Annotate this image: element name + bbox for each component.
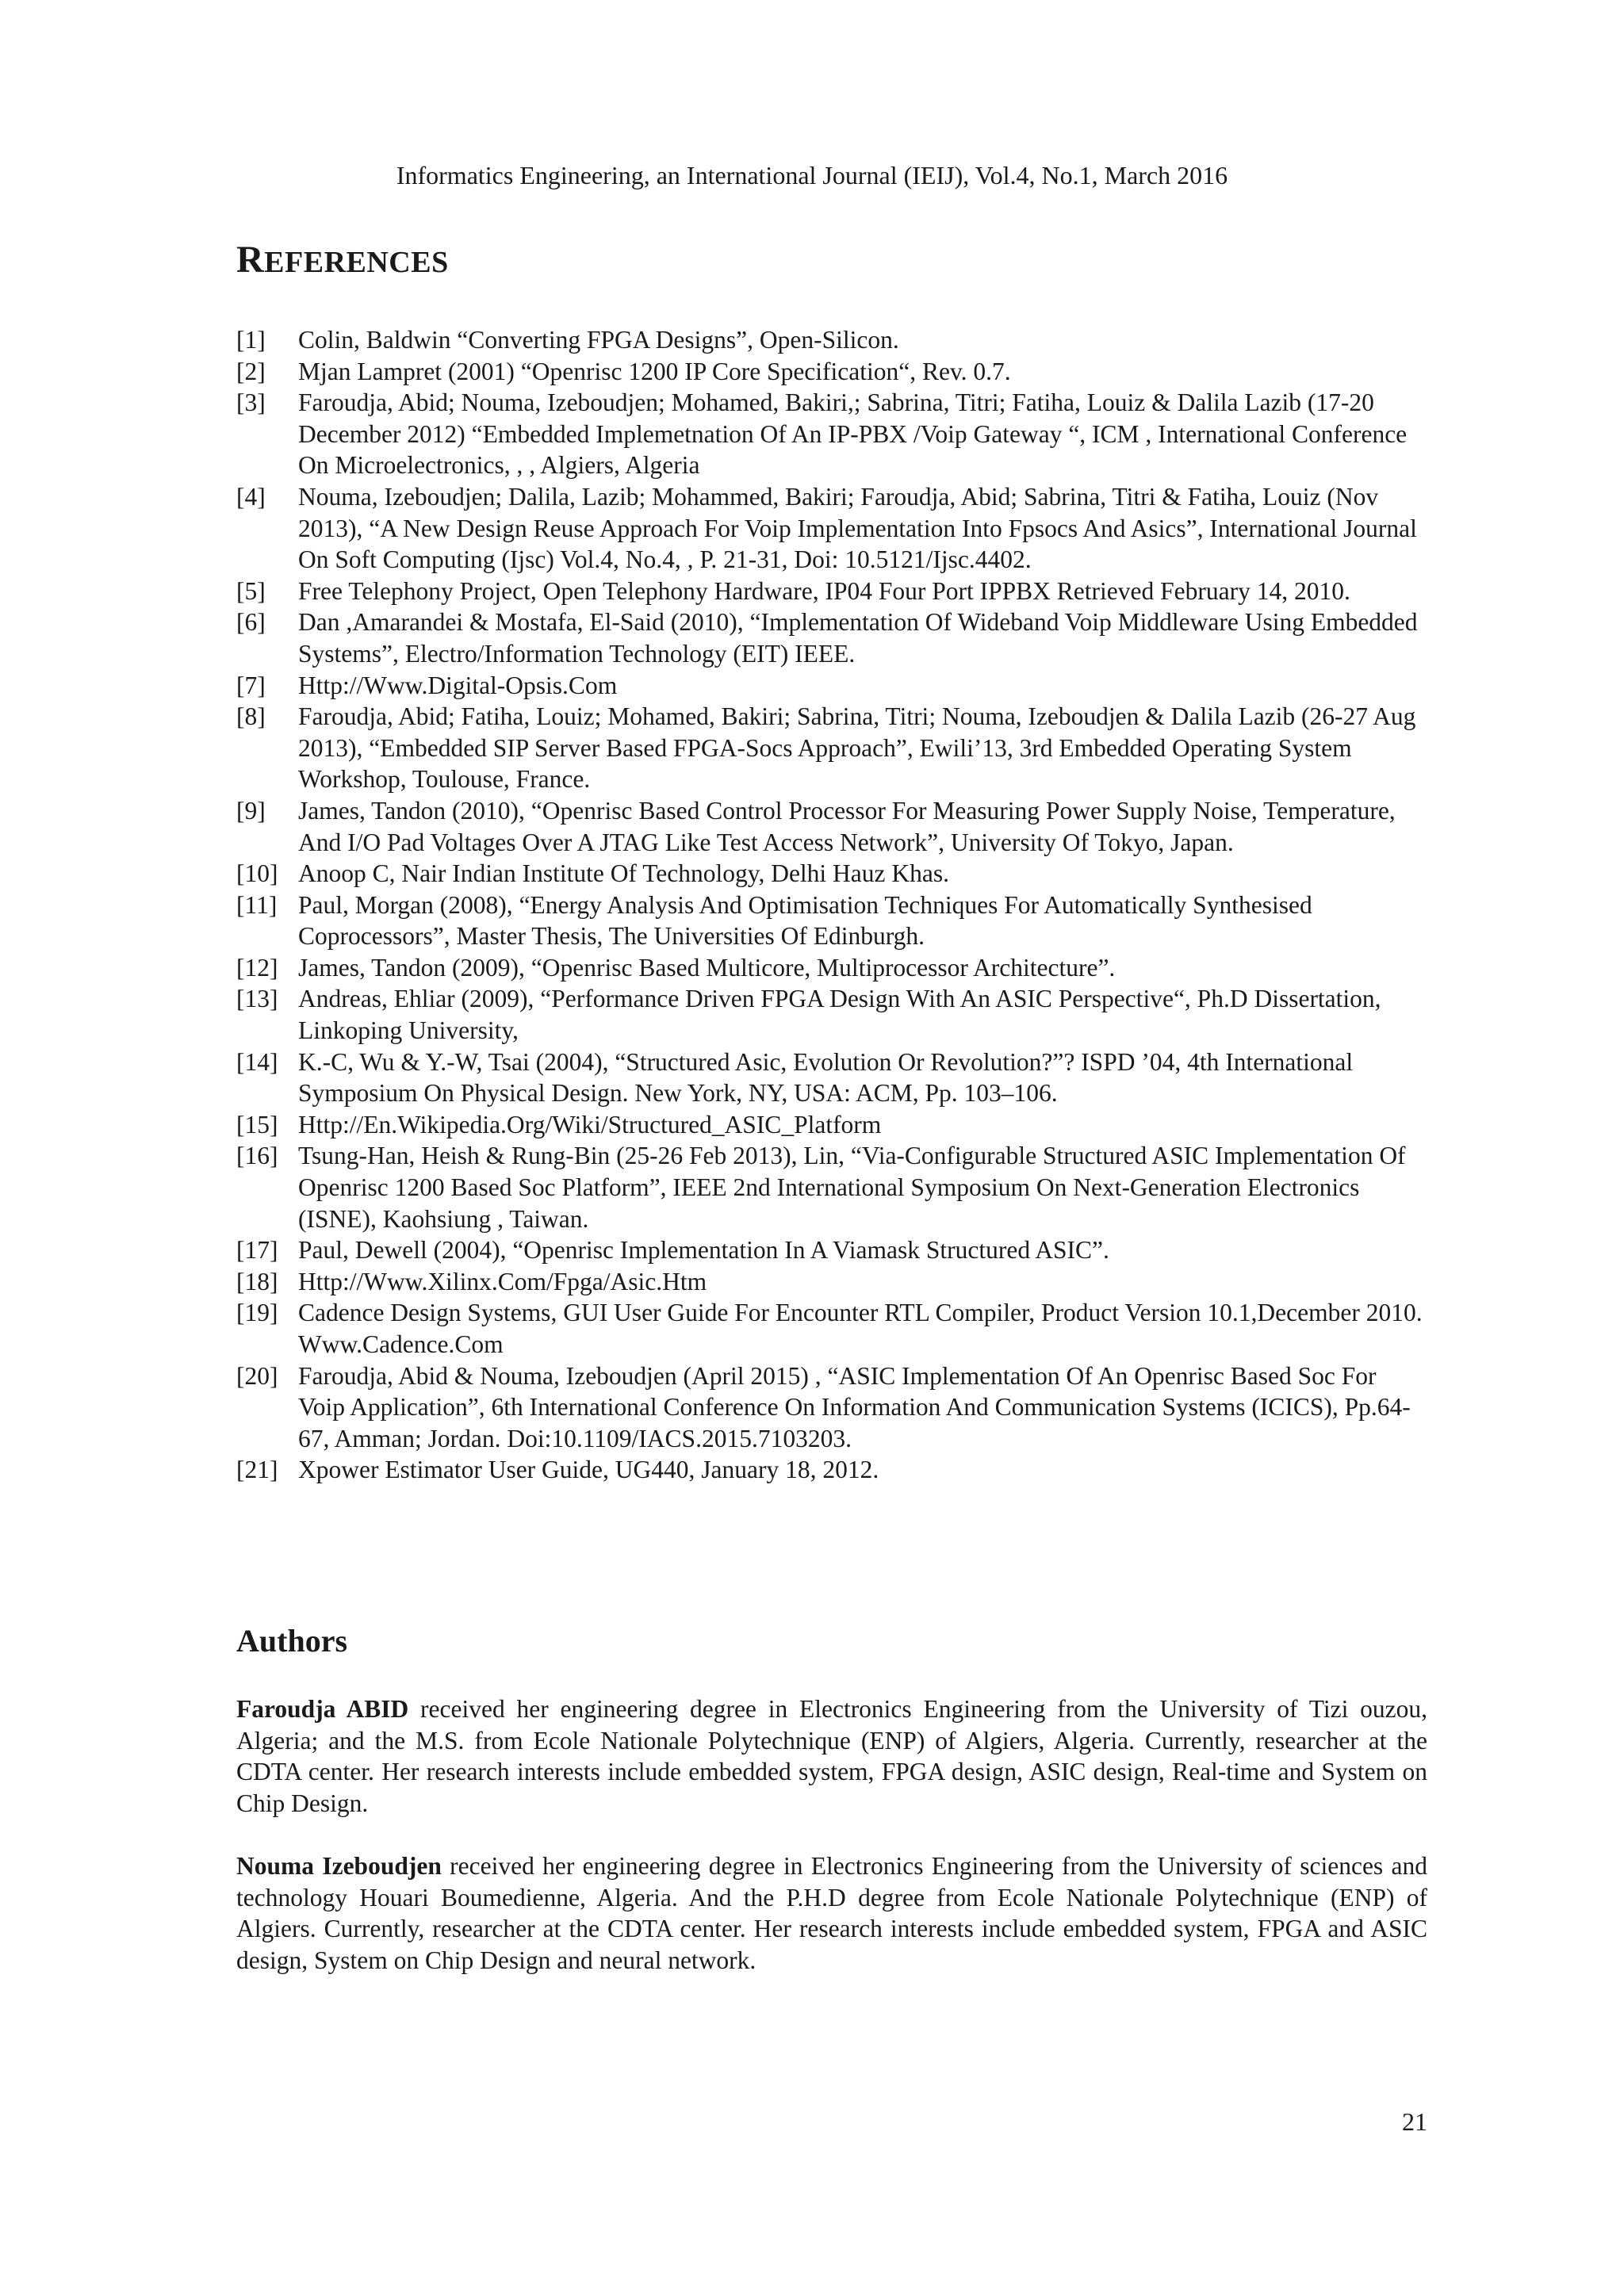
reference-text: Anoop C, Nair Indian Institute Of Technology, Delhi Hauz Khas. [298,859,949,888]
reference-text: Faroudja, Abid; Nouma, Izeboudjen; Mohamed, Bakiri,; Sabrina, Titri; Fatiha, Louiz & Dalila Lazib (17-20 December 2012) “Embedded Implemetnation Of An IP-PBX /Voip Gateway “, ICM , International Conference On Microelectronics, , , Algiers, Algeria [298,388,1408,480]
reference-text: Http://En.Wikipedia.Org/Wiki/Structured_ASIC_Platform [298,1110,882,1138]
reference-number: [15] [236,1110,278,1138]
reference-text: Tsung-Han, Heish & Rung-Bin (25-26 Feb 2013), Lin, “Via-Configurable Structured ASIC Implementation Of Openrisc 1200 Based Soc Platform”, IEEE 2nd International Symposium On Next-Generation Electronics (ISNE), Kaohsiung , Taiwan. [298,1142,1406,1233]
reference-item-9 [236,795,1427,858]
reference-item-7 [236,670,1427,702]
running-header: Informatics Engineering, an International Journal (IEIJ), Vol.4, No.1, March 2016 [396,161,1228,189]
reference-number: [9] [236,796,266,825]
author-name: Nouma Izeboudjen [236,1852,442,1880]
references-heading [236,238,449,285]
reference-text: Nouma, Izeboudjen; Dalila, Lazib; Mohammed, Bakiri; Faroudja, Abid; Sabrina, Titri & Fatiha, Louiz (Nov 2013), “A New Design Reuse Approach For Voip Implementation Into Fpsocs And Asics”, International Journal On Soft Computing (Ijsc) Vol.4, No.4, , P. 21-31, Doi: 10.5121/Ijsc.4402. [298,482,1417,574]
reference-item-18 [236,1266,1427,1298]
reference-text: K.-C, Wu & Y.-W, Tsai (2004), “Structured Asic, Evolution Or Revolution?”? ISPD ’04, 4th International Symposium On Physical Design. New York, NY, USA: ACM, Pp. 103–106. [298,1047,1354,1108]
reference-number: [11] [236,890,278,919]
reference-number: [20] [236,1361,278,1390]
reference-number: [4] [236,482,266,511]
reference-text: Faroudja, Abid & Nouma, Izeboudjen (April 2015) , “ASIC Implementation Of An Openrisc Based Soc For Voip Application”, 6th International Conference On Information And Communication Systems (ICICS), Pp.64-67, Amman; Jordan. Doi:10.1109/IACS.2015.7103203. [298,1361,1411,1452]
reference-text: Paul, Dewell (2004), “Openrisc Implementation In A Viamask Structured ASIC”. [298,1236,1109,1265]
reference-number: [21] [236,1456,278,1484]
reference-item-4 [236,481,1427,576]
reference-number: [3] [236,388,266,417]
reference-item-16 [236,1140,1427,1234]
reference-number: [10] [236,859,278,888]
reference-text: Http://Www.Xilinx.Com/Fpga/Asic.Htm [298,1267,707,1295]
reference-item-19 [236,1297,1427,1360]
author-bio-text: received her engineering degree in Electronics Engineering from the University of Tizi ouzou, Algeria; and the M.S. from Ecole Nationale Polytechnique (ENP) of Algiers, Algeria. Currently, researcher at the CDTA center. Her research interests include embedded system, FPGA design, ASIC design, Real-time and System on Chip Design. [236,1695,1427,1817]
reference-number: [2] [236,357,266,385]
reference-text: Free Telephony Project, Open Telephony Hardware, IP04 Four Port IPPBX Retrieved February 14, 2010. [298,576,1350,605]
reference-number: [12] [236,953,278,982]
reference-list [236,324,1427,1486]
authors-heading: Authors [236,1623,348,1659]
reference-text: Paul, Morgan (2008), “Energy Analysis And Optimisation Techniques For Automatically Synthesised Coprocessors”, Master Thesis, The Universities Of Edinburgh. [298,890,1312,951]
reference-item-15 [236,1109,1427,1141]
reference-text: Colin, Baldwin “Converting FPGA Designs”, Open-Silicon. [298,326,899,354]
author-bio-izeboudjen [236,1850,1427,1976]
reference-item-1 [236,324,1427,356]
reference-number: [7] [236,671,266,699]
reference-number: [19] [236,1299,278,1327]
page-number: 21 [1402,2107,1427,2136]
reference-item-10 [236,858,1427,890]
reference-item-12 [236,952,1427,984]
reference-item-3 [236,387,1427,481]
reference-number: [13] [236,985,278,1013]
reference-number: [17] [236,1236,278,1265]
reference-number: [1] [236,326,266,354]
reference-item-14 [236,1047,1427,1109]
reference-text: Andreas, Ehliar (2009), “Performance Driven FPGA Design With An ASIC Perspective“, Ph.D Dissertation, Linkoping University, [298,985,1381,1045]
reference-item-17 [236,1234,1427,1266]
reference-number: [16] [236,1142,278,1170]
reference-item-2 [236,356,1427,388]
author-name: Faroudja ABID [236,1695,409,1723]
reference-text: Http://Www.Digital-Opsis.Com [298,671,618,699]
reference-text: James, Tandon (2010), “Openrisc Based Control Processor For Measuring Power Supply Noise, Temperature, And I/O Pad Voltages Over A JTAG Like Test Access Network”, University Of Tokyo, Japan. [298,796,1396,856]
author-bio-abid [236,1693,1427,1819]
reference-text: James, Tandon (2009), “Openrisc Based Multicore, Multiprocessor Architecture”. [298,953,1116,982]
reference-number: [18] [236,1267,278,1295]
reference-text: Mjan Lampret (2001) “Openrisc 1200 IP Core Specification“, Rev. 0.7. [298,357,1011,385]
reference-text: Dan ,Amarandei & Mostafa, El-Said (2010), “Implementation Of Wideband Voip Middleware Using Embedded Systems”, Electro/Information Technology (EIT) IEEE. [298,608,1418,668]
reference-text: Xpower Estimator User Guide, UG440, January 18, 2012. [298,1456,879,1484]
reference-text: Faroudja, Abid; Fatiha, Louiz; Mohamed, Bakiri; Sabrina, Titri; Nouma, Izeboudjen & Dalila Lazib (26-27 Aug 2013), “Embedded SIP Server Based FPGA-Socs Approach”, Ewili’13, 3rd Embedded Operating System Workshop, Toulouse, France. [298,702,1416,794]
reference-item-6 [236,607,1427,669]
reference-number: [14] [236,1047,278,1076]
reference-item-5 [236,576,1427,607]
reference-item-21 [236,1454,1427,1486]
author-bio-text: received her engineering degree in Electronics Engineering from the University of sciences and technology Houari Boumedienne, Algeria. And the P.H.D degree from Ecole Nationale Polytechnique (ENP) of Algiers. Currently, researcher at the CDTA center. Her research interests include embedded system, FPGA and ASIC design, System on Chip Design and neural network. [236,1852,1427,1974]
reference-item-13 [236,983,1427,1046]
references-heading-initial: R [236,239,265,281]
reference-number: [8] [236,702,266,731]
reference-number: [5] [236,576,266,605]
reference-number: [6] [236,608,266,637]
references-heading-rest: EFERENCES [264,246,449,279]
reference-item-8 [236,701,1427,795]
reference-text: Cadence Design Systems, GUI User Guide For Encounter RTL Compiler, Product Version 10.1,December 2010. Www.Cadence.Com [298,1299,1423,1358]
reference-item-20 [236,1360,1427,1455]
reference-item-11 [236,890,1427,952]
